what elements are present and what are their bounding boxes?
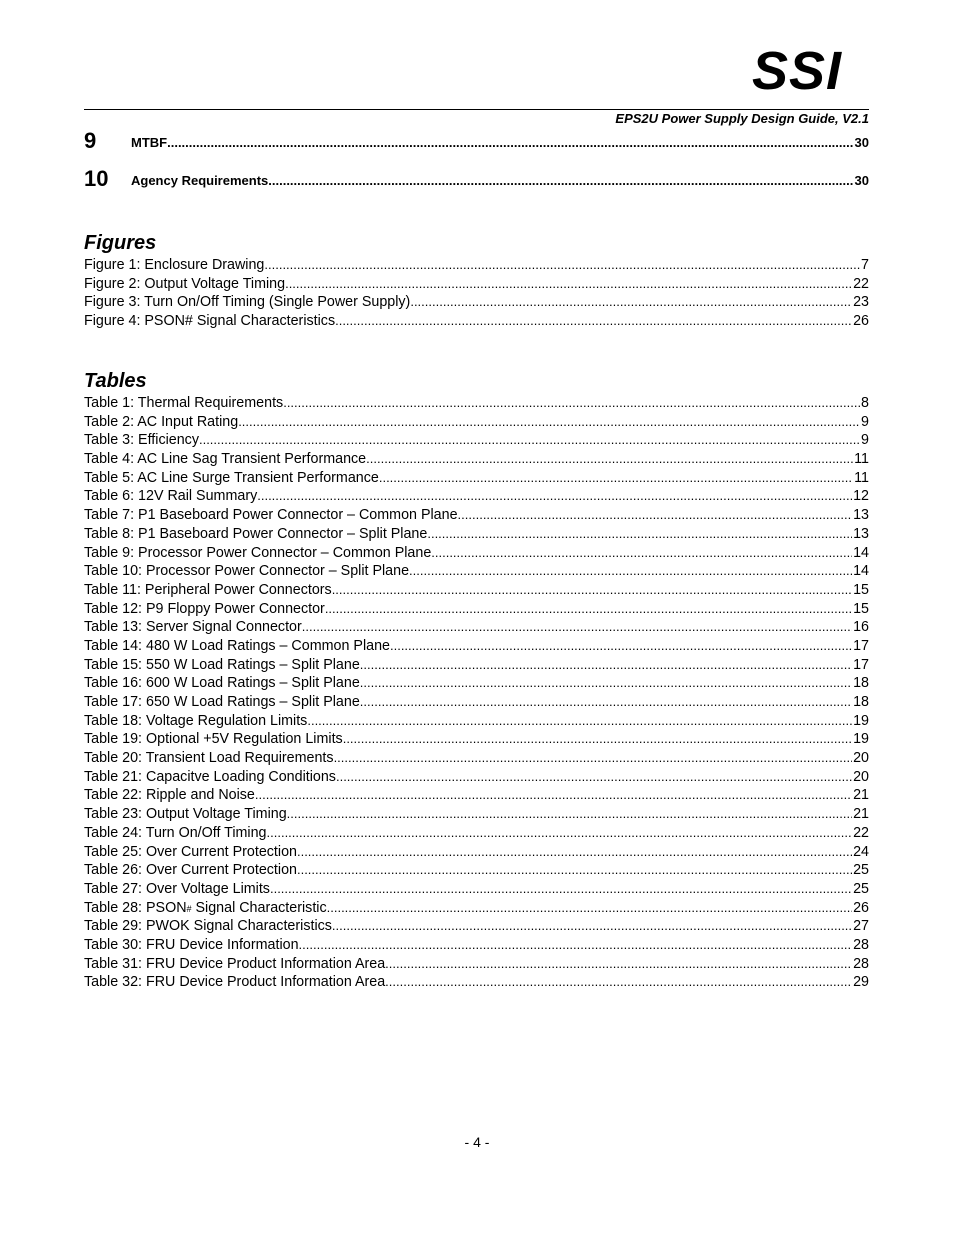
table-entry[interactable] bbox=[84, 600, 869, 619]
entry-label: Table 7: P1 Baseboard Power Connector – Common Plane bbox=[84, 507, 458, 524]
table-entry[interactable] bbox=[84, 525, 869, 544]
entry-page: 19 bbox=[853, 731, 869, 748]
table-entry[interactable] bbox=[84, 843, 869, 862]
entry-label: Table 17: 650 W Load Ratings – Split Plane bbox=[84, 694, 360, 710]
entry-label: Table 21: Capacitve Loading Conditions bbox=[84, 768, 336, 785]
table-entry[interactable] bbox=[84, 544, 869, 563]
table-entry[interactable] bbox=[84, 450, 869, 469]
dot-leader bbox=[268, 173, 853, 189]
entry-page: 20 bbox=[853, 750, 869, 767]
chapter-title: Agency Requirements bbox=[131, 173, 269, 188]
table-entry[interactable] bbox=[84, 768, 869, 787]
dot-leader bbox=[334, 749, 853, 768]
table-entry[interactable] bbox=[84, 637, 869, 656]
table-entry[interactable] bbox=[84, 805, 869, 824]
dot-leader bbox=[360, 656, 852, 675]
entry-page: 8 bbox=[861, 395, 869, 411]
table-entry[interactable] bbox=[84, 712, 869, 731]
header-rule bbox=[84, 109, 869, 110]
entry-page: 25 bbox=[853, 862, 869, 879]
entry-label: Figure 2: Output Voltage Timing bbox=[84, 275, 286, 292]
table-entry[interactable] bbox=[84, 749, 869, 768]
dot-leader bbox=[431, 544, 852, 563]
toc-chapter-10[interactable] bbox=[84, 166, 869, 192]
entry-label: Table 13: Server Signal Connector bbox=[84, 619, 302, 636]
entry-page: 9 bbox=[861, 413, 869, 430]
page-number: - 4 - bbox=[464, 1134, 490, 1150]
entry-page: 18 bbox=[853, 694, 869, 710]
entry-label: Table 20: Transient Load Requirements bbox=[84, 750, 334, 767]
entry-page: 24 bbox=[853, 843, 869, 860]
entry-page: 21 bbox=[853, 787, 869, 804]
dot-leader bbox=[325, 600, 852, 619]
toc-chapter-9[interactable] bbox=[84, 128, 869, 154]
entry-label: Table 8: P1 Baseboard Power Connector – Split Plane bbox=[84, 525, 428, 542]
dot-leader bbox=[343, 730, 852, 749]
entry-page: 28 bbox=[853, 955, 869, 972]
dot-leader bbox=[410, 293, 852, 312]
entry-label: Table 24: Turn On/Off Timing bbox=[84, 824, 267, 841]
table-entry[interactable] bbox=[84, 880, 869, 899]
entry-label: Table 2: AC Input Rating bbox=[84, 413, 239, 430]
dot-leader bbox=[267, 824, 853, 843]
entry-label: Table 29: PWOK Signal Characteristics bbox=[84, 918, 332, 935]
dot-leader bbox=[360, 693, 852, 712]
entry-page: 27 bbox=[853, 918, 869, 935]
entry-page: 18 bbox=[853, 675, 869, 692]
dot-leader bbox=[360, 674, 852, 693]
entry-label: Figure 3: Turn On/Off Timing (Single Power Supply) bbox=[84, 294, 411, 311]
entry-label: Table 1: Thermal Requirements bbox=[84, 395, 284, 411]
dot-leader bbox=[307, 712, 852, 731]
entry-page: 14 bbox=[853, 563, 869, 580]
entry-label: Table 32: FRU Device Product Information Area bbox=[84, 974, 386, 991]
figure-entry[interactable] bbox=[84, 275, 869, 294]
dot-leader bbox=[427, 525, 852, 544]
ssi-logo: SSI bbox=[752, 41, 843, 101]
entry-page: 22 bbox=[853, 275, 869, 292]
table-entry[interactable] bbox=[84, 469, 869, 488]
entry-page: 25 bbox=[853, 880, 869, 897]
table-entry[interactable] bbox=[84, 562, 869, 581]
dot-leader bbox=[327, 899, 852, 918]
dot-leader bbox=[287, 805, 852, 824]
tables-list bbox=[84, 394, 869, 992]
dot-leader bbox=[458, 506, 853, 525]
table-entry[interactable] bbox=[84, 786, 869, 805]
entry-label: Table 19: Optional +5V Regulation Limits bbox=[84, 731, 343, 748]
entry-page: 17 bbox=[853, 656, 869, 673]
entry-page: 14 bbox=[853, 544, 869, 561]
table-entry[interactable] bbox=[84, 394, 869, 413]
entry-page: 22 bbox=[853, 824, 869, 841]
entry-label: Table 10: Processor Power Connector – Split Plane bbox=[84, 563, 410, 580]
entry-label: Table 11: Peripheral Power Connectors bbox=[84, 581, 332, 598]
table-entry[interactable] bbox=[84, 487, 869, 506]
entry-label: Table 31: FRU Device Product Information Area bbox=[84, 955, 386, 972]
table-entry[interactable] bbox=[84, 936, 869, 955]
entry-page: 20 bbox=[853, 768, 869, 785]
table-entry[interactable] bbox=[84, 656, 869, 675]
entry-page: 15 bbox=[853, 581, 869, 598]
dot-leader bbox=[285, 275, 852, 294]
entry-label: Table 18: Voltage Regulation Limits bbox=[84, 712, 308, 729]
entry-label: Table 23: Output Voltage Timing bbox=[84, 806, 287, 823]
dot-leader bbox=[255, 786, 852, 805]
entry-page: 23 bbox=[853, 294, 869, 311]
entry-label: Table 6: 12V Rail Summary bbox=[84, 488, 258, 505]
dot-leader bbox=[264, 256, 860, 275]
figure-entry[interactable] bbox=[84, 312, 869, 331]
entry-page: 9 bbox=[861, 432, 869, 449]
dot-leader bbox=[336, 768, 852, 787]
entry-label: Table 26: Over Current Protection bbox=[84, 862, 297, 879]
entry-label: Table 28: PSON bbox=[84, 899, 187, 916]
table-entry[interactable] bbox=[84, 861, 869, 880]
chapter-number: 10 bbox=[84, 166, 109, 191]
figures-heading: Figures bbox=[84, 232, 157, 254]
figure-entry[interactable] bbox=[84, 256, 869, 275]
dot-leader bbox=[199, 431, 860, 450]
entry-page: 26 bbox=[853, 899, 869, 916]
entry-page: 12 bbox=[853, 488, 869, 505]
entry-page: 29 bbox=[853, 974, 869, 991]
dot-leader bbox=[257, 487, 852, 506]
entry-page: 19 bbox=[853, 712, 869, 729]
dot-leader bbox=[167, 135, 853, 151]
table-entry[interactable] bbox=[84, 824, 869, 843]
dot-leader bbox=[283, 394, 860, 413]
entry-page: 15 bbox=[853, 600, 869, 617]
table-entry[interactable] bbox=[84, 693, 869, 712]
entry-label: Table 22: Ripple and Noise bbox=[84, 787, 255, 804]
chapter-number: 9 bbox=[84, 128, 97, 153]
chapter-page: 30 bbox=[854, 173, 869, 188]
entry-label: Table 25: Over Current Protection bbox=[84, 843, 297, 860]
entry-label: Table 16: 600 W Load Ratings – Split Plane bbox=[84, 675, 360, 692]
dot-leader bbox=[390, 637, 852, 656]
dot-leader bbox=[385, 955, 852, 974]
entry-label-suffix: Signal Characteristic bbox=[191, 899, 327, 916]
chapter-title: MTBF bbox=[131, 135, 168, 150]
entry-page: 13 bbox=[853, 507, 869, 524]
tables-heading: Tables bbox=[84, 370, 147, 392]
table-entry[interactable] bbox=[84, 431, 869, 450]
dot-leader bbox=[299, 936, 853, 955]
dot-leader bbox=[238, 413, 860, 432]
entry-label: Table 27: Over Voltage Limits bbox=[84, 880, 270, 897]
entry-label: Table 15: 550 W Load Ratings – Split Plane bbox=[84, 656, 360, 673]
table-entry[interactable] bbox=[84, 618, 869, 637]
dot-leader bbox=[297, 861, 852, 880]
figures-list bbox=[84, 256, 869, 331]
entry-page: 13 bbox=[853, 525, 869, 542]
table-entry[interactable] bbox=[84, 674, 869, 693]
table-entry[interactable] bbox=[84, 413, 869, 432]
figure-entry[interactable] bbox=[84, 293, 869, 312]
dot-leader bbox=[302, 618, 852, 637]
table-entry[interactable] bbox=[84, 917, 869, 936]
dot-leader bbox=[366, 450, 853, 469]
dot-leader bbox=[335, 312, 852, 331]
entry-page: 11 bbox=[854, 451, 869, 468]
table-entry[interactable] bbox=[84, 730, 869, 749]
entry-label: Table 9: Processor Power Connector – Common Plane bbox=[84, 544, 432, 561]
entry-label: Table 14: 480 W Load Ratings – Common Plane bbox=[84, 637, 390, 654]
entry-label: Figure 1: Enclosure Drawing bbox=[84, 257, 265, 273]
table-entry[interactable] bbox=[84, 506, 869, 525]
entry-label: Figure 4: PSON# Signal Characteristics bbox=[84, 313, 336, 330]
entry-label: Table 3: Efficiency bbox=[84, 432, 199, 449]
dot-leader bbox=[297, 843, 852, 862]
dot-leader bbox=[270, 880, 852, 899]
entry-page: 28 bbox=[853, 936, 869, 953]
entry-page: 11 bbox=[854, 469, 869, 486]
document-title: EPS2U Power Supply Design Guide, V2.1 bbox=[615, 111, 869, 126]
table-entry[interactable]: Table 28: PSON # Signal Characteristic ..... 26 bbox=[84, 899, 869, 918]
dot-leader bbox=[332, 581, 852, 600]
dot-leader bbox=[332, 917, 852, 936]
entry-page: 17 bbox=[853, 637, 869, 654]
entry-page: 7 bbox=[861, 257, 869, 273]
dot-leader bbox=[385, 973, 852, 992]
chapter-page: 30 bbox=[854, 135, 869, 150]
entry-page: 21 bbox=[853, 806, 869, 823]
entry-page: 26 bbox=[853, 313, 869, 330]
table-entry[interactable] bbox=[84, 581, 869, 600]
entry-label: Table 5: AC Line Surge Transient Performance bbox=[84, 469, 379, 486]
table-entry[interactable] bbox=[84, 955, 869, 974]
entry-label: Table 4: AC Line Sag Transient Performance bbox=[84, 451, 367, 468]
entry-label: Table 30: FRU Device Information bbox=[84, 936, 299, 953]
dot-leader bbox=[379, 469, 853, 488]
dot-leader bbox=[409, 562, 852, 581]
entry-label: Table 12: P9 Floppy Power Connector bbox=[84, 600, 325, 617]
entry-page: 16 bbox=[853, 619, 869, 636]
table-entry[interactable] bbox=[84, 973, 869, 992]
